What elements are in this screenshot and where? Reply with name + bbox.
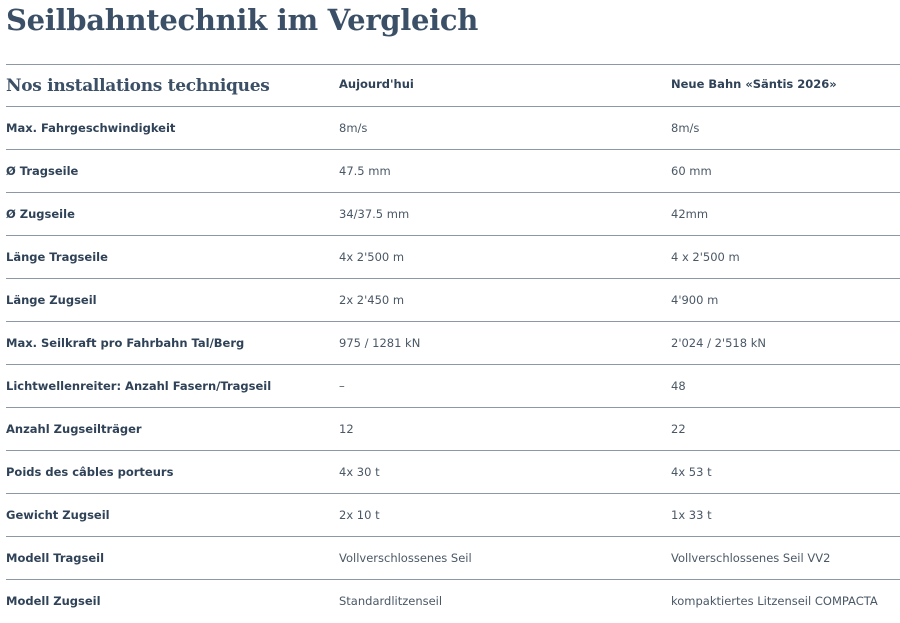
value-new: 4'900 m: [671, 293, 719, 307]
value-today: 2x 10 t: [339, 508, 380, 522]
value-today: –: [339, 379, 345, 393]
column-header-today: Aujourd'hui: [339, 76, 414, 91]
value-today: 12: [339, 422, 354, 436]
value-new: 22: [671, 422, 686, 436]
row-label: Poids des câbles porteurs: [6, 465, 174, 479]
row-label: Lichtwellenreiter: Anzahl Fasern/Tragseil: [6, 379, 272, 393]
value-today: 47.5 mm: [339, 164, 391, 178]
value-new: 2'024 / 2'518 kN: [671, 336, 766, 350]
row-label: Modell Tragseil: [6, 551, 105, 565]
table-row: [6, 365, 900, 408]
row-label: Länge Zugseil: [6, 293, 97, 307]
value-new: 60 mm: [671, 164, 712, 178]
row-label: Länge Tragseile: [6, 250, 108, 264]
value-new: 8m/s: [671, 121, 700, 135]
value-today: 4x 2'500 m: [339, 250, 405, 264]
table-row: [6, 451, 900, 494]
row-label: Gewicht Zugseil: [6, 508, 110, 522]
table-row: [6, 322, 900, 365]
value-today: 2x 2'450 m: [339, 293, 405, 307]
table-row: [6, 193, 900, 236]
table-row: [6, 580, 900, 623]
row-label: Max. Seilkraft pro Fahrbahn Tal/Berg: [6, 336, 245, 350]
row-label: Anzahl Zugseilträger: [6, 422, 142, 436]
row-label: Ø Zugseile: [6, 207, 75, 221]
value-new: 1x 33 t: [671, 508, 712, 522]
value-today: 8m/s: [339, 121, 368, 135]
table-row: [6, 236, 900, 279]
value-new: 42mm: [671, 207, 709, 221]
table-row: [6, 279, 900, 322]
table-row: [6, 150, 900, 193]
value-today: 34/37.5 mm: [339, 207, 410, 221]
value-new: Vollverschlossenes Seil VV2: [671, 551, 831, 565]
value-today: Standardlitzenseil: [339, 594, 443, 609]
table-row: [6, 408, 900, 451]
value-new: 48: [671, 379, 686, 393]
row-label: Ø Tragseile: [6, 164, 79, 178]
comparison-table: [6, 64, 900, 623]
value-new: kompaktiertes Litzenseil COMPACTA: [671, 594, 878, 609]
value-today: 4x 30 t: [339, 465, 380, 479]
value-new: 4x 53 t: [671, 465, 712, 479]
table-row: [6, 494, 900, 537]
column-header-new: Neue Bahn «Säntis 2026»: [671, 76, 837, 91]
table-header-row: [6, 65, 900, 107]
value-today: 975 / 1281 kN: [339, 336, 421, 350]
row-label: Modell Zugseil: [6, 594, 101, 609]
value-new: 4 x 2'500 m: [671, 250, 740, 264]
row-label: Max. Fahrgeschwindigkeit: [6, 121, 176, 135]
value-today: Vollverschlossenes Seil: [339, 551, 472, 565]
table-row: [6, 537, 900, 580]
table-row: [6, 107, 900, 150]
page-title: Seilbahntechnik im Vergleich: [6, 3, 479, 37]
table-header-label: Nos installations techniques: [6, 75, 270, 96]
